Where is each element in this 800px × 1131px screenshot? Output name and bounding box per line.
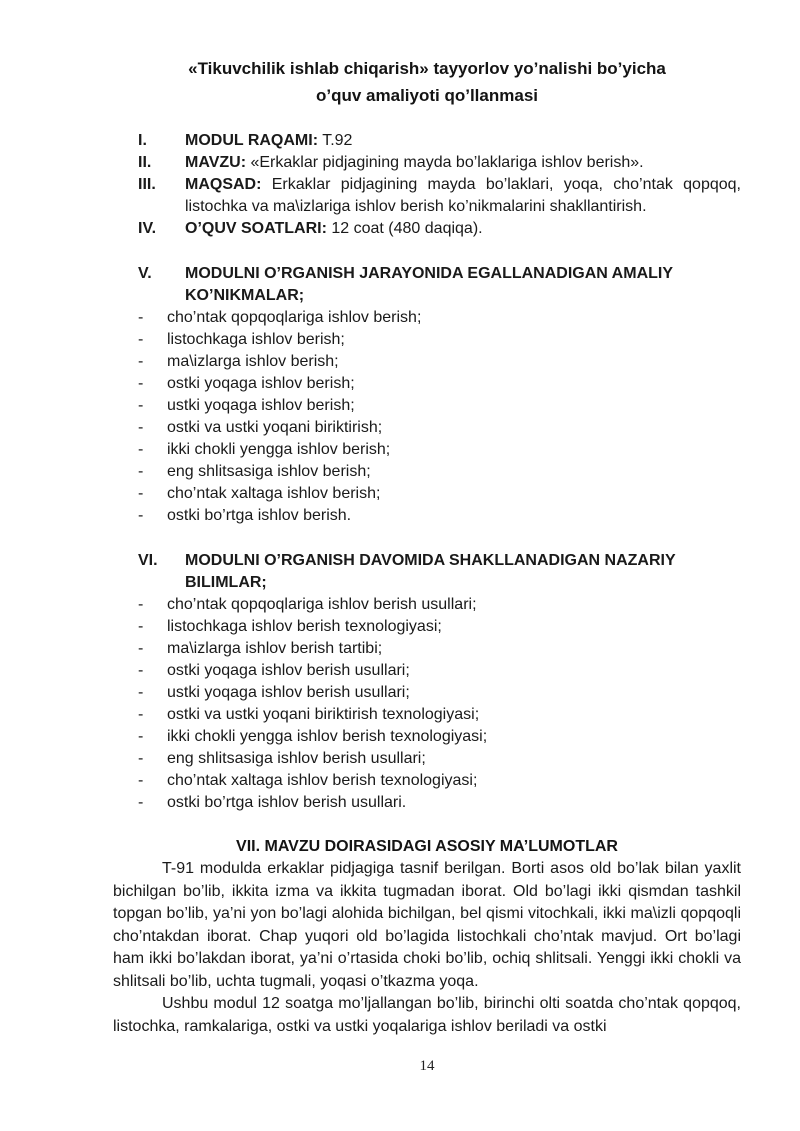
page-title-line2: o’quv amaliyoti qo’llanmasi bbox=[316, 86, 538, 105]
meta-value: 12 coat (480 daqiqa). bbox=[331, 220, 483, 237]
list-item: - eng shlitsasiga ishlov berish usullari; bbox=[138, 748, 741, 770]
meta-label: MODUL RAQAMI: bbox=[185, 132, 319, 149]
dash-marker: - bbox=[138, 375, 144, 392]
dash-marker: - bbox=[138, 309, 144, 326]
meta-number: IV. bbox=[138, 220, 157, 237]
dash-marker: - bbox=[138, 662, 144, 679]
body-paragraph-1: T-91 modulda erkaklar pidjagiga tasnif berilgan. Borti asos old bo’lak bilan yaxlit bichilgan bo’lib, ikkita izma va ikkita tugmadan iborat. Old bo’lagi ikki qismdan tashkil topgan bo’lib, ya’ni yon bo’lagi alohida bichilgan, bel qismi vitochkali, ikki ma\izli qopqoqli cho’ntakdan iborat. Chap yuqori old bo’lagida listochkali cho’ntak mavjud. Ort bo’lagi ham ikki bo’lakdan iborat, ya’ni o’rtasida choki bo’lib, ochiq shlitsali. Yenggi ikki chokli va shlitsali bo’lib, uchta tugmali, yoqasi o’tkazma yoqa. bbox=[113, 860, 741, 990]
section-vii-heading: VII. MAVZU DOIRASIDAGI ASOSIY MA’LUMOTLAR bbox=[236, 838, 618, 855]
dash-marker: - bbox=[138, 618, 144, 635]
list-item: - cho’ntak xaltaga ishlov berish; bbox=[138, 483, 741, 505]
list-item: - cho’ntak xaltaga ishlov berish texnologiyasi; bbox=[138, 770, 741, 792]
module-meta-list bbox=[138, 130, 741, 240]
list-item: - ustki yoqaga ishlov berish usullari; bbox=[138, 682, 741, 704]
section-vi-items bbox=[138, 594, 741, 814]
page-content bbox=[113, 0, 741, 1038]
section-v-items bbox=[138, 307, 741, 527]
section-v-number: V. bbox=[138, 265, 152, 282]
dash-marker: - bbox=[138, 419, 144, 436]
meta-label: MAQSAD: bbox=[185, 176, 262, 193]
section-v-heading-text: MODULNI O’RGANISH JARAYONIDA EGALLANADIGAN AMALIY KO’NIKMALAR; bbox=[185, 265, 673, 304]
dash-marker: - bbox=[138, 794, 144, 811]
page-number: 14 bbox=[419, 1058, 435, 1074]
body-paragraph-2: Ushbu modul 12 soatga mo’ljallangan bo’lib, birinchi olti soatda cho’ntak qopqoq, listochka, ramkalariga, ostki va ustki yoqalariga ishlov beriladi va ostki bbox=[113, 995, 741, 1035]
dash-marker: - bbox=[138, 397, 144, 414]
list-item: - ikki chokli yengga ishlov berish; bbox=[138, 439, 741, 461]
list-item: - ostki bo’rtga ishlov berish. bbox=[138, 505, 741, 527]
meta-item-oquv-soatlari bbox=[138, 218, 741, 240]
dash-marker: - bbox=[138, 485, 144, 502]
section-vi-heading-text: MODULNI O’RGANISH DAVOMIDA SHAKLLANADIGAN NAZARIY BILIMLAR; bbox=[185, 552, 676, 591]
meta-label: O’QUV SOATLARI: bbox=[185, 220, 327, 237]
page-title bbox=[113, 55, 741, 109]
meta-item-modul-raqami bbox=[138, 130, 741, 152]
list-item: - ostki yoqaga ishlov berish; bbox=[138, 373, 741, 395]
list-item: - listochkaga ishlov berish; bbox=[138, 329, 741, 351]
list-item: - ostki va ustki yoqani biriktirish; bbox=[138, 417, 741, 439]
section-vi-number: VI. bbox=[138, 552, 158, 569]
meta-label: MAVZU: bbox=[185, 154, 247, 171]
meta-item-mavzu bbox=[138, 152, 741, 174]
meta-number: III. bbox=[138, 176, 156, 193]
list-item: - ikki chokli yengga ishlov berish texnologiyasi; bbox=[138, 726, 741, 748]
dash-marker: - bbox=[138, 353, 144, 370]
list-item: - eng shlitsasiga ishlov berish; bbox=[138, 461, 741, 483]
dash-marker: - bbox=[138, 640, 144, 657]
section-vi-heading bbox=[138, 550, 741, 594]
dash-marker: - bbox=[138, 331, 144, 348]
list-item: - ostki va ustki yoqani biriktirish texnologiyasi; bbox=[138, 704, 741, 726]
list-item: - ostki bo’rtga ishlov berish usullari. bbox=[138, 792, 741, 814]
list-item: - ma\izlarga ishlov berish; bbox=[138, 351, 741, 373]
page-title-line1: «Tikuvchilik ishlab chiqarish» tayyorlov yo’nalishi bo’yicha bbox=[188, 59, 666, 78]
list-item: - ostki yoqaga ishlov berish usullari; bbox=[138, 660, 741, 682]
dash-marker: - bbox=[138, 507, 144, 524]
list-item: - ma\izlarga ishlov berish tartibi; bbox=[138, 638, 741, 660]
dash-marker: - bbox=[138, 706, 144, 723]
list-item: - listochkaga ishlov berish texnologiyasi; bbox=[138, 616, 741, 638]
list-item: - cho’ntak qopqoqlariga ishlov berish; bbox=[138, 307, 741, 329]
meta-number: I. bbox=[138, 132, 147, 149]
dash-marker: - bbox=[138, 441, 144, 458]
list-item: - cho’ntak qopqoqlariga ishlov berish usullari; bbox=[138, 594, 741, 616]
dash-marker: - bbox=[138, 596, 144, 613]
meta-item-maqsad bbox=[138, 174, 741, 218]
list-item: - ustki yoqaga ishlov berish; bbox=[138, 395, 741, 417]
dash-marker: - bbox=[138, 750, 144, 767]
meta-value: T.92 bbox=[322, 132, 353, 149]
dash-marker: - bbox=[138, 728, 144, 745]
dash-marker: - bbox=[138, 772, 144, 789]
section-v-heading bbox=[138, 263, 741, 307]
meta-number: II. bbox=[138, 154, 152, 171]
dash-marker: - bbox=[138, 463, 144, 480]
meta-value: «Erkaklar pidjagining mayda bo’laklariga ishlov berish». bbox=[250, 154, 644, 171]
dash-marker: - bbox=[138, 684, 144, 701]
meta-value: Erkaklar pidjagining mayda bo’laklari, yoqa, cho’ntak qopqoq, listochka va ma\izlariga ishlov berish ko’nikmalarini shakllantirish. bbox=[185, 176, 741, 215]
